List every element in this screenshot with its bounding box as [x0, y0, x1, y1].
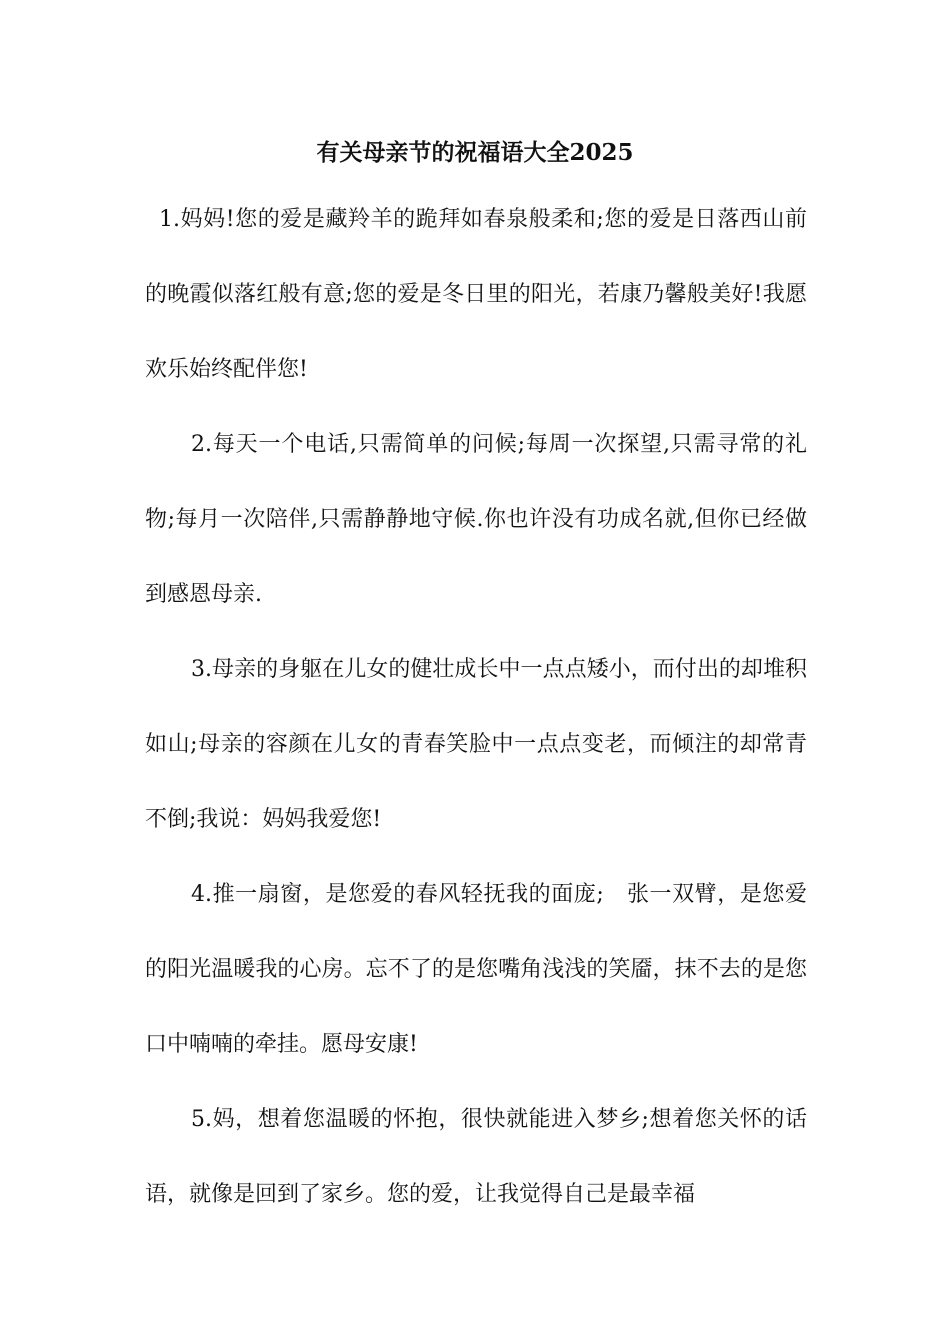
paragraph-4: 4.推一扇窗，是您爱的春风轻抚我的面庞; 张一双臂，是您爱的阳光温暖我的心房。忘不了的是您嘴角浅浅的笑靥，抹不去的是您口中喃喃的牵挂。愿母安康! — [145, 882, 807, 1057]
paragraph-3: 3.母亲的身躯在儿女的健壮成长中一点点矮小，而付出的却堆积如山;母亲的容颜在儿女的青春笑脸中一点点变老，而倾注的却常青不倒;我说：妈妈我爱您! — [145, 657, 807, 832]
document-title: 有关母亲节的祝福语大全2025 — [316, 139, 634, 166]
paragraph-2: 2.每天一个电话,只需简单的问候;每周一次探望,只需寻常的礼物;每月一次陪伴,只需静静地守候.你也许没有功成名就,但你已经做到感恩母亲. — [145, 432, 807, 607]
paragraph-1: 1.妈妈!您的爱是藏羚羊的跪拜如春泉般柔和;您的爱是日落西山前的晚霞似落红般有意;您的爱是冬日里的阳光，若康乃馨般美好!我愿欢乐始终配伴您! — [145, 207, 807, 382]
paragraph-5: 5.妈，想着您温暖的怀抱，很快就能进入梦乡;想着您关怀的话语，就像是回到了家乡。您的爱，让我觉得自己是最幸福 — [145, 1107, 807, 1207]
document-body — [145, 182, 807, 1232]
